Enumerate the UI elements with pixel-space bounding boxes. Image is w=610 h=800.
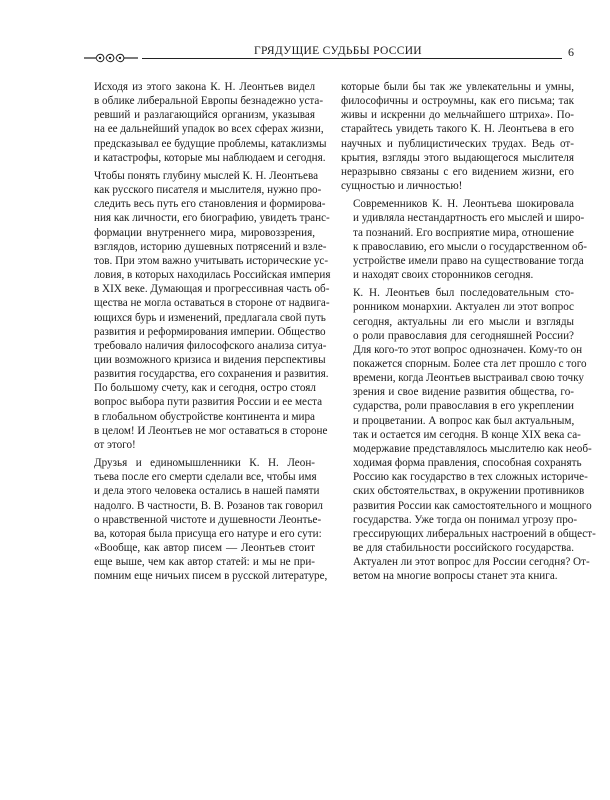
text-line: времени, когда Леонтьев выстраивал свою точку xyxy=(353,372,584,385)
text-line: устройстве имели право на существование тогда xyxy=(353,254,584,267)
right-column xyxy=(341,80,596,587)
text-line: в целом! И Леонтьев не мог оставаться в стороне xyxy=(94,424,328,437)
text-line: сударства, роли православия в его укреплении xyxy=(353,400,574,413)
text-line: грессирующих либеральных настроений в общест- xyxy=(353,527,596,540)
left-column xyxy=(82,80,331,587)
text-line: старайтесь увидеть такого К. Н. Леонтьева в его xyxy=(341,123,574,136)
text-line: требовало наличия философского анализа ситуа- xyxy=(94,339,327,352)
text-line: ронником монархии. Актуален ли этот вопрос xyxy=(353,301,574,314)
text-line: К. Н. Леонтьев был последовательным сто- xyxy=(353,287,574,300)
text-line: живы и искренни до мельчайшего штриха». По- xyxy=(341,109,574,122)
text-line: зрения и свое видение развития общества, го- xyxy=(353,386,574,399)
text-line: модержавие представлялось мыслителю как необ- xyxy=(353,442,592,455)
text-line: как русского писателя и мыслителя, нужно про- xyxy=(94,184,322,197)
text-line: неразрывно связаны с его видением жизни, его xyxy=(341,165,574,178)
text-line: крытия, взгляды этого выдающегося мыслителя xyxy=(341,151,574,164)
text-line: философичны и остроумны, как его письма; так xyxy=(341,95,574,108)
text-line: Исходя из этого закона К. Н. Леонтьев видел xyxy=(94,81,315,93)
text-line: научных и публицистических трудах. Ведь от- xyxy=(341,137,574,150)
text-line: тьева после его смерти сделали все, чтобы имя xyxy=(94,471,317,484)
text-line: Современников К. Н. Леонтьева шокировала xyxy=(353,198,574,211)
text-line: развития и реформирования империи. Общество xyxy=(94,325,326,338)
paragraph xyxy=(82,456,328,583)
text-line: формации внутреннего мира, мировоззрения, xyxy=(94,226,315,239)
text-line: еще выше, чем как автор статей: и мы не при- xyxy=(94,556,315,569)
text-line: сегодня, актуальны ли его мысли и взгляды xyxy=(353,315,574,328)
paragraph xyxy=(341,80,574,193)
text-line: и катастрофы, которые мы наблюдаем и сегодня. xyxy=(94,151,326,164)
text-line: ции возможного кризиса и видения перспективы xyxy=(94,353,326,366)
page-header xyxy=(82,45,574,69)
text-line: ющихся бурь и изменений, предлагала свой путь xyxy=(94,311,326,324)
text-line: Чтобы понять глубину мыслей К. Н. Леонтьева xyxy=(94,169,319,182)
text-line: Актуален ли этот вопрос для России сегодня? От- xyxy=(353,556,590,569)
paragraph xyxy=(341,197,588,282)
text-line: которые были бы так же увлекательны и умны, xyxy=(341,81,574,93)
header-rule xyxy=(142,58,574,59)
text-line: ва, которая была присуща его натуре и его сути: xyxy=(94,527,322,540)
paragraph xyxy=(82,80,327,165)
text-line: сущностью и личностью! xyxy=(341,180,463,193)
text-line: Россию как государство в тех сложных историче- xyxy=(353,471,588,484)
text-line: ходимая форма правления, способная сохранять xyxy=(353,457,582,470)
running-title: ГРЯДУЩИЕ СУДЬБЫ РОССИИ xyxy=(250,45,426,57)
page-number: 6 xyxy=(562,45,574,60)
text-line: По большому счету, как и сегодня, остро стоял xyxy=(94,382,316,395)
text-line: от этого! xyxy=(94,438,136,451)
text-line: взглядов, историю душевных потрясений и взле- xyxy=(94,240,327,253)
text-line: о нравственной чистоте и душевности Леонтье- xyxy=(94,513,322,526)
text-line: государства. Уже тогда он понимал угрозу про- xyxy=(353,513,578,526)
text-line: развития России как самостоятельного и мощного xyxy=(353,499,592,512)
text-line: ских обстоятельствах, в окружении противников xyxy=(353,485,585,498)
text-line: на ее дальнейший упадок во всех сферах жизни, xyxy=(94,123,324,136)
text-line: и находят своих сторонников сегодня. xyxy=(353,269,534,282)
text-line: следить весь путь его становления и формирова- xyxy=(94,198,326,211)
text-line: ревший и разлагающийся организм, указывая xyxy=(94,109,315,122)
paragraph xyxy=(341,286,596,583)
text-line: и удивляла нестандартность его мыслей и широ- xyxy=(353,212,585,225)
text-line: надолго. В частности, В. В. Розанов так говорил xyxy=(94,499,323,512)
text-line: к православию, его мысли о государственном об- xyxy=(353,240,588,253)
text-line: тов. При этом важно учитывать исторические ус- xyxy=(94,254,329,267)
text-line: вопрос выбора пути развития России и ее места xyxy=(94,396,323,409)
text-line: ве для стабильности российского государства. xyxy=(353,542,574,554)
text-line: покажется спорным. Более ста лет прошло с того xyxy=(353,357,587,370)
text-line: так и остается им сегодня. В конце XIX века са- xyxy=(353,428,581,441)
text-line: ловия, в которых находилась Российская империя xyxy=(94,269,331,282)
text-line: та познаний. Его восприятие мира, отношение xyxy=(353,226,574,239)
text-line: о роли православия для сегодняшней России? xyxy=(353,329,574,342)
text-line: и процветании. А вопрос как был актуальным, xyxy=(353,414,575,427)
ornament-icon xyxy=(82,52,138,64)
text-line: «Вообще, как автор писем — Леонтьев стоит xyxy=(94,542,315,554)
text-line: ветом на многие вопросы станет эта книга. xyxy=(353,570,558,583)
text-line: Друзья и единомышленники К. Н. Леон- xyxy=(94,457,315,470)
text-line: предсказывал ее будущие проблемы, катаклизмы xyxy=(94,137,327,150)
text-line: в глобальном обустройстве континента и мира xyxy=(94,410,315,423)
text-line: ния как личности, его биографию, увидеть транс- xyxy=(94,212,330,225)
text-line: помним еще ничьих писем в русской литературе, xyxy=(94,570,328,583)
text-line: щества не могла оставаться в стороне от надвига- xyxy=(94,297,330,310)
text-line: в облике либеральной Европы безнадежно уста- xyxy=(94,95,324,108)
text-line: Для кого-то этот вопрос однозначен. Кому-то он xyxy=(353,343,583,356)
text-line: развития государства, его сохранения и развития. xyxy=(94,368,329,381)
paragraph xyxy=(82,169,331,452)
text-line: в XIX веке. Думающая и прогрессивная часть об- xyxy=(94,283,330,296)
text-line: и дела этого человека остались в нашей памяти xyxy=(94,485,320,498)
